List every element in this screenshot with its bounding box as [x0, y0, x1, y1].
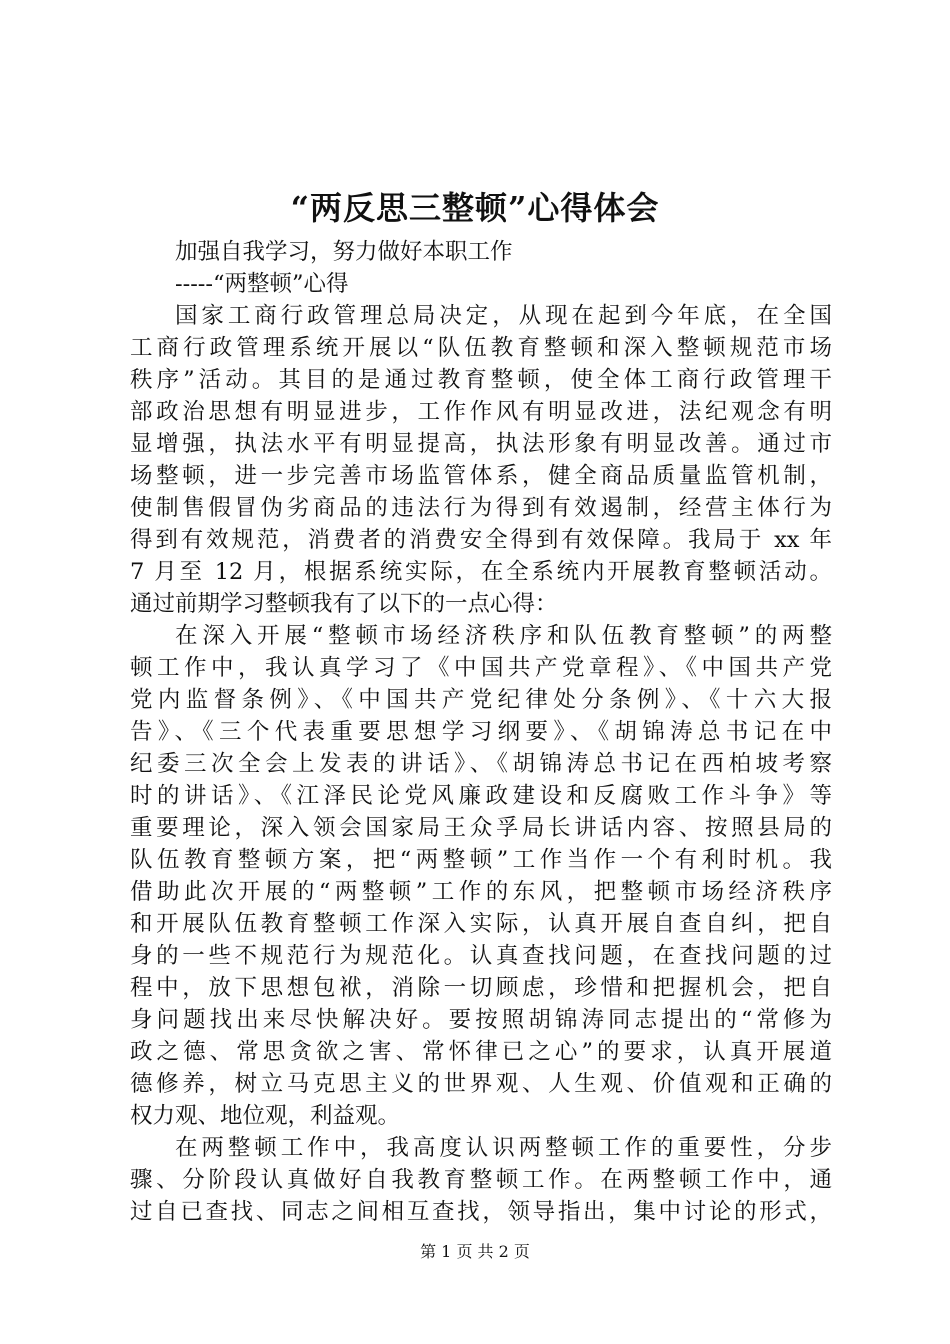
text-line: 身问题找出来尽快解决好。要按照胡锦涛同志提出的“常修为: [130, 1007, 832, 1033]
text-line: 重要理论，深入领会国家局王众孚局长讲话内容、按照县局的: [130, 815, 832, 841]
text-line: 使制售假冒伪劣商品的违法行为得到有效遏制，经营主体行为: [130, 495, 832, 521]
page-footer: 第 1 页 共 2 页: [420, 1242, 530, 1261]
text-line: 德修养，树立马克思主义的世界观、人生观、价值观和正确的: [130, 1071, 832, 1097]
document-body: [130, 236, 832, 1228]
subtitle-line: -----“两整顿”心得: [175, 271, 349, 297]
text-line: 告》、《三个代表重要思想学习纲要》、《胡锦涛总书记在中: [130, 719, 832, 745]
text-line: 时的讲话》、《江泽民论党风廉政建设和反腐败工作斗争》等: [130, 783, 832, 809]
text-line: 在两整顿工作中，我高度认识两整顿工作的重要性，分步: [175, 1135, 832, 1161]
text-line: 骤、分阶段认真做好自我教育整顿工作。在两整顿工作中，通: [130, 1167, 832, 1193]
text-line: 程中，放下思想包袱，消除一切顾虑，珍惜和把握机会，把自: [130, 975, 832, 1001]
text-line: 通过前期学习整顿我有了以下的一点心得：: [130, 591, 558, 617]
text-line: 在深入开展“整顿市场经济秩序和队伍教育整顿”的两整: [175, 623, 832, 649]
text-line: 顿工作中，我认真学习了《中国共产党章程》、《中国共产党: [130, 655, 832, 681]
text-line: 纪委三次全会上发表的讲话》、《胡锦涛总书记在西柏坡考察: [130, 751, 832, 777]
text-line: 政之德、常思贪欲之害、常怀律已之心”的要求，认真开展道: [130, 1039, 832, 1065]
text-line: 部政治思想有明显进步，工作作风有明显改进，法纪观念有明: [130, 399, 832, 425]
text-line: 身的一些不规范行为规范化。认真查找问题，在查找问题的过: [130, 943, 832, 969]
text-line: 得到有效规范，消费者的消费安全得到有效保障。我局于 xx 年: [130, 527, 832, 553]
text-line: 过自已查找、同志之间相互查找，领导指出，集中讨论的形式，: [130, 1199, 832, 1225]
subtitle-line: 加强自我学习，努力做好本职工作: [175, 239, 513, 265]
text-line: 党内监督条例》、《中国共产党纪律处分条例》、《十六大报: [130, 687, 832, 713]
text-line: 显增强，执法水平有明显提高，执法形象有明显改善。通过市: [130, 431, 832, 457]
text-line: 工商行政管理系统开展以“队伍教育整顿和深入整顿规范市场: [130, 335, 832, 361]
paragraph-3: [130, 1132, 832, 1228]
text-line: 借助此次开展的“两整顿”工作的东风，把整顿市场经济秩序: [130, 879, 832, 905]
paragraph-2: [130, 620, 832, 1132]
text-line: 场整顿，进一步完善市场监管体系，健全商品质量监管机制，: [130, 463, 832, 489]
document-title: “两反思三整顿”心得体会: [290, 189, 660, 227]
text-line: 权力观、地位观，利益观。: [130, 1103, 401, 1129]
text-line: 国家工商行政管理总局决定，从现在起到今年底，在全国: [175, 303, 832, 329]
text-line: 秩序”活动。其目的是通过教育整顿，使全体工商行政管理干: [130, 367, 832, 393]
text-line: 7 月至 12 月，根据系统实际，在全系统内开展教育整顿活动。: [130, 559, 832, 585]
text-line: 和开展队伍教育整顿工作深入实际，认真开展自查自纠，把自: [130, 911, 832, 937]
paragraph-1: [130, 300, 832, 620]
text-line: 队伍教育整顿方案，把“两整顿”工作当作一个有利时机。我: [130, 847, 832, 873]
